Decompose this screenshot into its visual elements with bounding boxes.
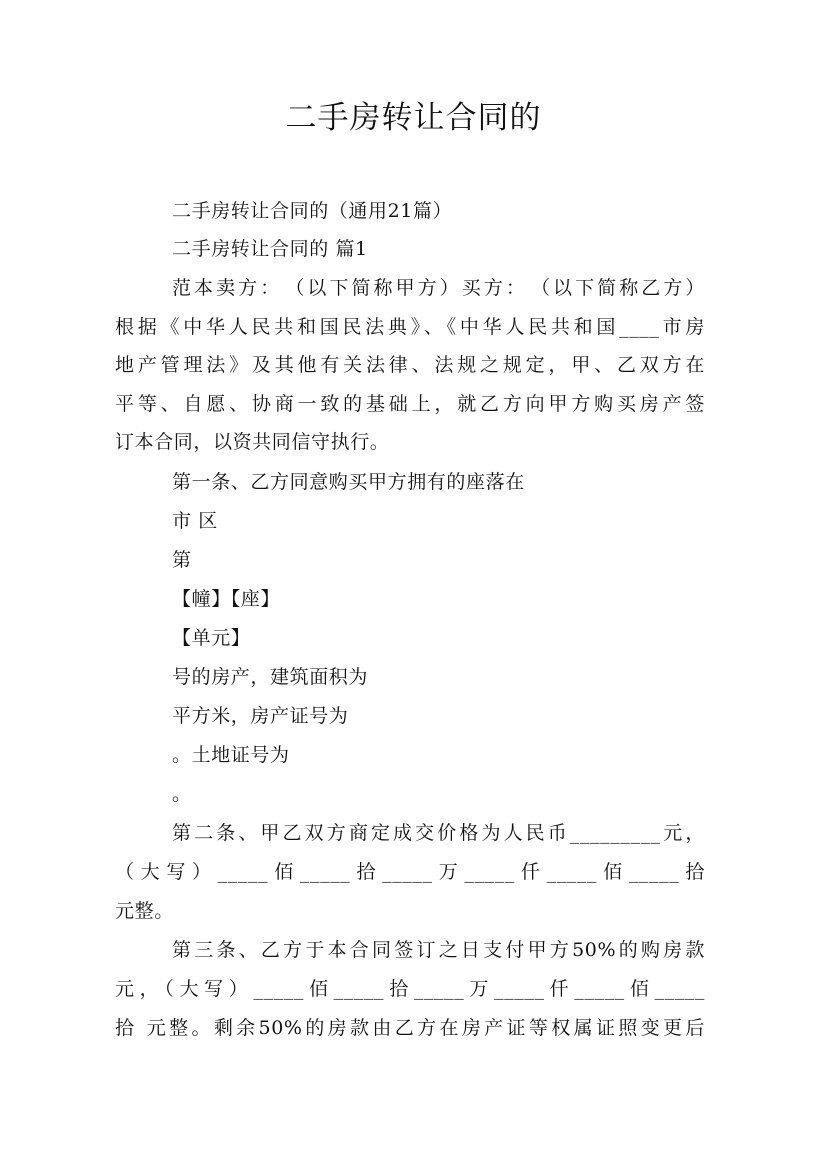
clause-line: 平方米，房产证号为 bbox=[172, 705, 349, 727]
document-title: 二手房转让合同的 bbox=[285, 100, 542, 136]
clause-line: 市 区 bbox=[172, 510, 218, 532]
paragraph-line: 根据《中华人民共和国民法典》、《中华人民共和国____市房 bbox=[115, 316, 705, 338]
clause-line: 。 bbox=[172, 783, 192, 805]
clause-line: 第一条、乙方同意购买甲方拥有的座落在 bbox=[172, 471, 525, 493]
clause-line: 第 bbox=[172, 549, 192, 571]
clause-line: 第三条、乙方于本合同签订之日支付甲方50%的购房款 bbox=[172, 939, 705, 961]
paragraph-line: 地产管理法》及其他有关法律、法规之规定，甲、乙双方在 bbox=[115, 354, 705, 376]
clause-line: 第二条、甲乙双方商定成交价格为人民币_________元， bbox=[172, 822, 705, 844]
subtitle-line: 二手房转让合同的（通用21篇） bbox=[172, 200, 453, 222]
section-heading: 二手房转让合同的 篇1 bbox=[172, 238, 368, 260]
clause-line: 元整。 bbox=[115, 900, 174, 922]
clause-line: （大写）_____佰_____拾_____万_____仟_____佰_____拾 bbox=[115, 861, 705, 883]
paragraph-line: 范本卖方： （以下简称甲方）买方： （以下简称乙方） bbox=[172, 277, 705, 299]
clause-line: 【幢】【座】 bbox=[172, 588, 281, 610]
clause-line: 号的房产，建筑面积为 bbox=[172, 666, 369, 688]
paragraph-line: 订本合同，以资共同信守执行。 bbox=[115, 431, 390, 453]
clause-line: 拾 元整。剩余50%的房款由乙方在房产证等权属证照变更后 bbox=[115, 1017, 705, 1039]
clause-line: 元，（大写）_____佰_____拾_____万_____仟_____佰_____ bbox=[115, 978, 705, 1000]
clause-line: 。土地证号为 bbox=[172, 744, 290, 766]
paragraph-line: 平等、自愿、协商一致的基础上，就乙方向甲方购买房产签 bbox=[115, 393, 705, 415]
clause-line: 【单元】 bbox=[172, 627, 251, 649]
